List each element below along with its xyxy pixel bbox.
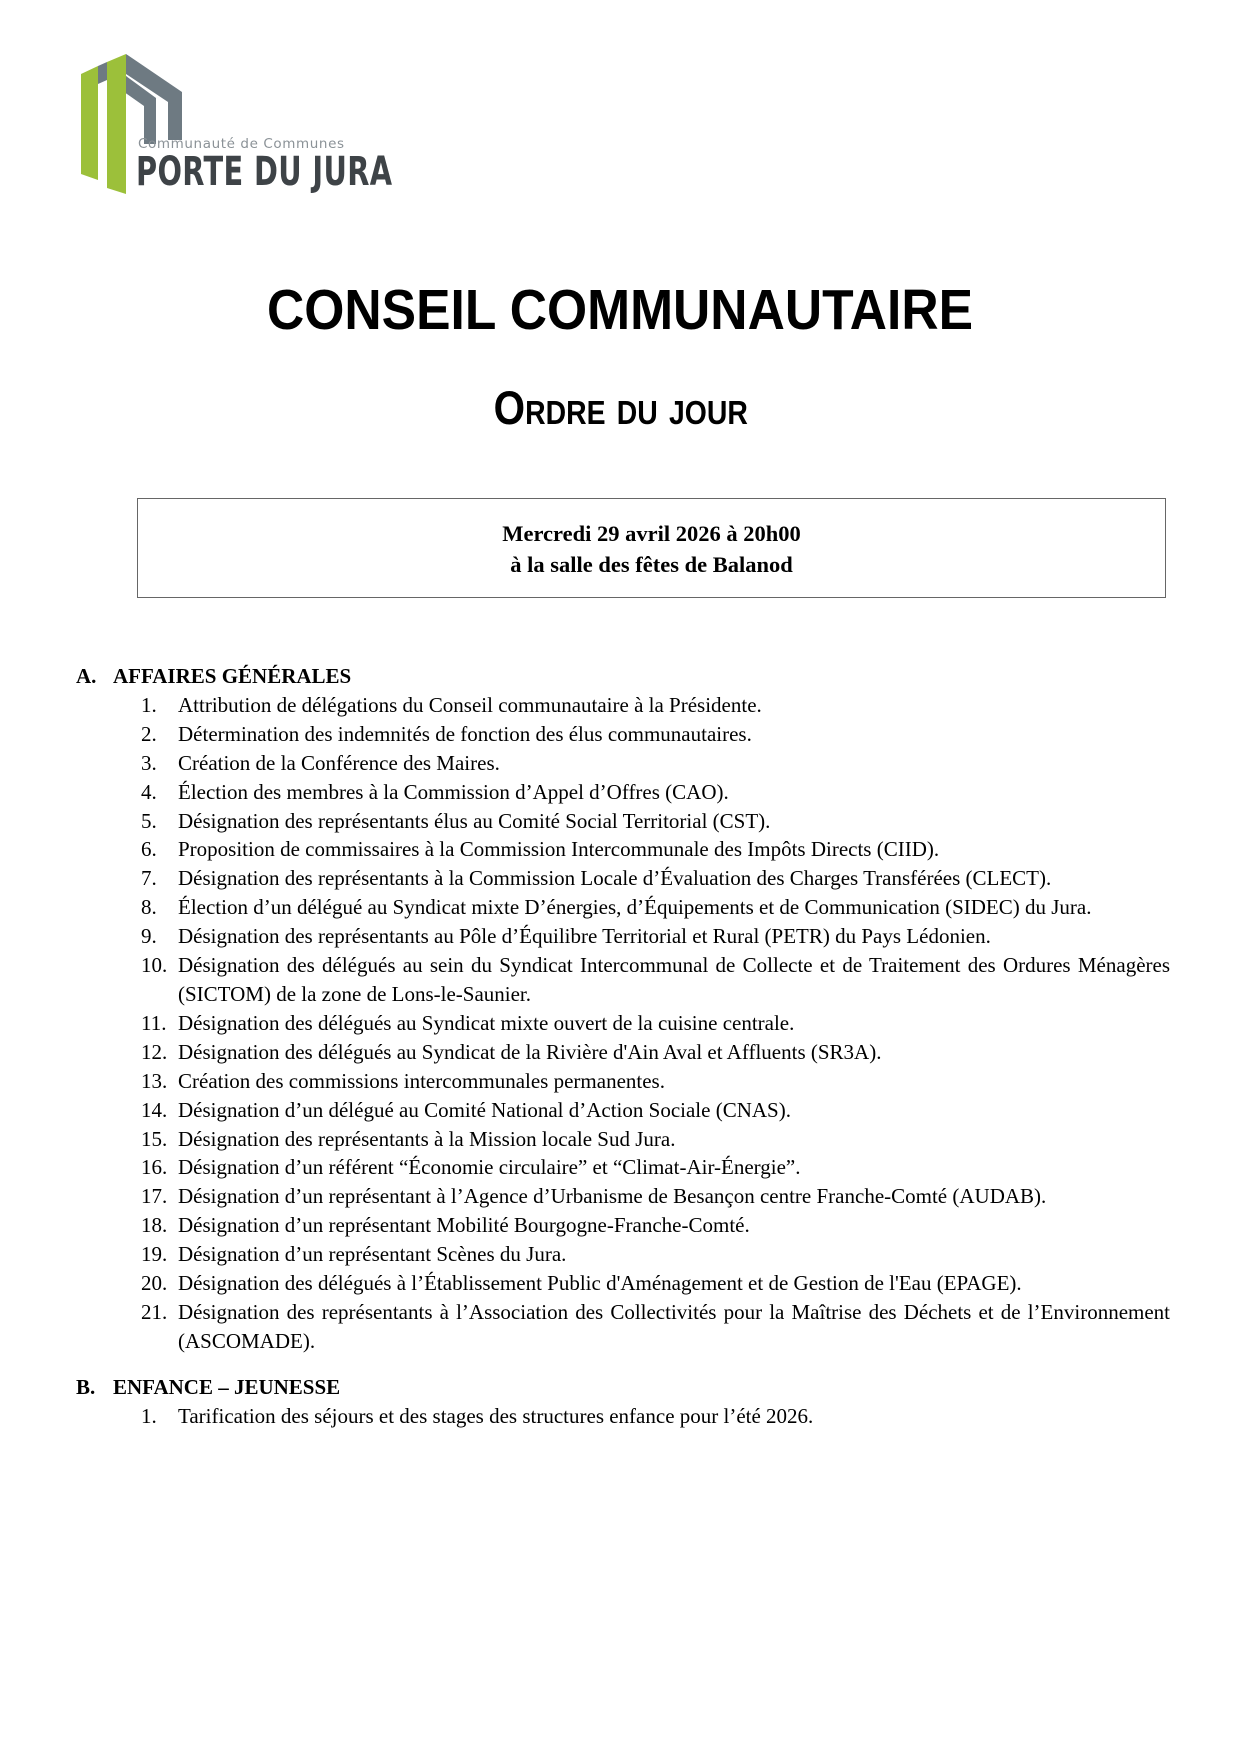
agenda-item-text: Désignation des délégués à l’Établissement Public d'Aménagement et de Gestion de l'Eau (EPAGE). <box>178 1271 1022 1296</box>
agenda-item-number: 1. <box>141 692 157 717</box>
agenda-item-number: 16. <box>141 1155 168 1180</box>
agenda-item-text: Désignation des représentants à la Commission Locale d’Évaluation des Charges Transférées (CLECT). <box>178 866 1052 891</box>
agenda-item-text: Désignation d’un délégué au Comité National d’Action Sociale (CNAS). <box>178 1097 791 1122</box>
agenda-item <box>76 1009 1170 1038</box>
agenda-item <box>76 778 1170 807</box>
agenda-item <box>76 1153 1170 1182</box>
agenda-item-number: 15. <box>141 1126 168 1151</box>
page-title-text: CONSEIL COMMUNAUTAIRE <box>267 278 974 342</box>
agenda-item-number: 1. <box>141 1403 157 1428</box>
agenda-item-number: 18. <box>141 1213 168 1238</box>
agenda-item <box>76 720 1170 749</box>
agenda-item-number: 6. <box>141 837 157 862</box>
agenda-item-text: Détermination des indemnités de fonction des élus communautaires. <box>178 721 752 746</box>
agenda-item-text: Élection des membres à la Commission d’Appel d’Offres (CAO). <box>178 779 729 804</box>
logo-green-bar-left <box>81 66 98 180</box>
logo-subtitle: Communauté de Communes <box>138 136 345 152</box>
agenda-item-number: 9. <box>141 924 157 949</box>
agenda-item <box>76 1402 1170 1431</box>
agenda-item <box>76 1125 1170 1154</box>
agenda-item-text: Proposition de commissaires à la Commission Intercommunale des Impôts Directs (CIID). <box>178 837 940 862</box>
agenda-item-text: Désignation d’un représentant à l’Agence d’Urbanisme de Besançon centre Franche-Comté (AUDAB). <box>178 1184 1047 1209</box>
section-enfance-jeunesse <box>76 1373 1170 1431</box>
agenda-item-number: 8. <box>141 895 157 920</box>
section-affaires-generales <box>76 662 1170 1356</box>
section-title: ENFANCE – JEUNESSE <box>113 1374 341 1399</box>
agenda-item <box>76 1269 1170 1298</box>
agenda-item-text: Désignation des délégués au sein du Syndicat Intercommunal de Collecte et de Traitement des Ordures Ménagères (SICTOM) de la zone de Lons-le-Saunier. <box>178 953 1170 1006</box>
agenda-item <box>76 1096 1170 1125</box>
agenda-item-number: 3. <box>141 750 157 775</box>
section-heading <box>76 1373 1170 1402</box>
page-title <box>0 278 1241 342</box>
agenda-item-text: Désignation des délégués au Syndicat mixte ouvert de la cuisine centrale. <box>178 1010 795 1035</box>
agenda-item-number: 5. <box>141 808 157 833</box>
agenda-item-text: Désignation d’un référent “Économie circulaire” et “Climat-Air-Énergie”. <box>178 1155 801 1180</box>
agenda-item <box>76 922 1170 951</box>
agenda-item-number: 11. <box>141 1010 167 1035</box>
agenda-item-number: 17. <box>141 1184 168 1209</box>
agenda-item <box>76 807 1170 836</box>
agenda-item <box>76 749 1170 778</box>
meeting-date: Mercredi 29 avril 2026 à 20h00 <box>502 521 801 546</box>
agenda-item <box>76 691 1170 720</box>
section-items <box>76 1402 1170 1431</box>
agenda-item <box>76 1211 1170 1240</box>
agenda <box>76 662 1170 1448</box>
agenda-item-text: Désignation d’un représentant Scènes du Jura. <box>178 1242 567 1267</box>
agenda-item-text: Création des commissions intercommunales permanentes. <box>178 1068 665 1093</box>
page-subtitle <box>0 382 1241 434</box>
agenda-item-text: Désignation des représentants à la Mission locale Sud Jura. <box>178 1126 676 1151</box>
agenda-item <box>76 1298 1170 1356</box>
agenda-item-text: Élection d’un délégué au Syndicat mixte D’énergies, d’Équipements et de Communication (SIDEC) du Jura. <box>178 895 1092 920</box>
section-heading <box>76 662 1170 691</box>
agenda-item-number: 21. <box>141 1299 168 1324</box>
agenda-item-number: 13. <box>141 1068 168 1093</box>
agenda-item-number: 10. <box>141 953 168 978</box>
logo-green-bar-right <box>107 54 126 194</box>
agenda-item-number: 14. <box>141 1097 168 1122</box>
agenda-item-number: 19. <box>141 1242 168 1267</box>
agenda-item-number: 20. <box>141 1271 168 1296</box>
agenda-item-number: 12. <box>141 1039 168 1064</box>
organization-logo <box>78 52 393 200</box>
section-letter: B. <box>76 1374 96 1399</box>
section-items <box>76 691 1170 1356</box>
agenda-item-text: Création de la Conférence des Maires. <box>178 750 500 775</box>
page-subtitle-text: Ordre du jour <box>493 381 748 434</box>
agenda-item-text: Désignation des représentants au Pôle d’Équilibre Territorial et Rural (PETR) du Pays Lédonien. <box>178 924 991 949</box>
agenda-item <box>76 951 1170 1009</box>
agenda-item-text: Désignation des représentants élus au Comité Social Territorial (CST). <box>178 808 771 833</box>
section-title: AFFAIRES GÉNÉRALES <box>113 664 352 688</box>
section-letter: A. <box>76 664 97 688</box>
meeting-info-box <box>137 498 1166 598</box>
agenda-item-text: Désignation des représentants à l’Association des Collectivités pour la Maîtrise des Déchets et de l’Environnement (ASCOMADE). <box>178 1299 1170 1353</box>
agenda-item <box>76 864 1170 893</box>
agenda-item-number: 7. <box>141 866 157 891</box>
agenda-item-text: Désignation d’un représentant Mobilité Bourgogne-Franche-Comté. <box>178 1213 750 1238</box>
agenda-item <box>76 1038 1170 1067</box>
agenda-item <box>76 1067 1170 1096</box>
agenda-item <box>76 893 1170 922</box>
agenda-item-text: Désignation des délégués au Syndicat de la Rivière d'Ain Aval et Affluents (SR3A). <box>178 1039 882 1064</box>
meeting-location: à la salle des fêtes de Balanod <box>510 552 793 577</box>
logo-name: PORTE DU JURA <box>136 149 393 195</box>
agenda-item-text: Tarification des séjours et des stages des structures enfance pour l’été 2026. <box>178 1403 814 1428</box>
agenda-item <box>76 1240 1170 1269</box>
agenda-item-text: Attribution de délégations du Conseil communautaire à la Présidente. <box>178 692 762 717</box>
agenda-item <box>76 835 1170 864</box>
agenda-item-number: 2. <box>141 721 157 746</box>
agenda-item <box>76 1182 1170 1211</box>
agenda-item-number: 4. <box>141 779 157 804</box>
